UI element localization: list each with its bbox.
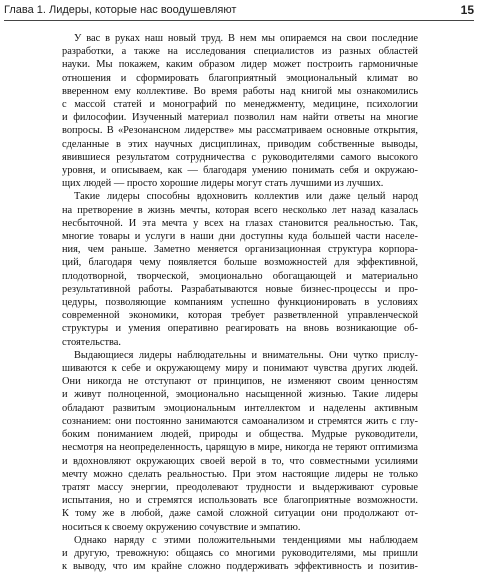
text-line: результативной работы. Разрабатываются новые бизнес-процессы и про- — [62, 283, 418, 295]
paragraph — [62, 349, 418, 534]
text-line: шиваются к себе и окружающему миру и понимают чувства других людей. — [62, 363, 418, 375]
text-line: и живут полноценной, эмоционально насыщенной жизнью. Такие лидеры — [62, 389, 418, 401]
text-line: мечту можно сделать реальностью. При этом настоящие лидеры не только — [62, 468, 418, 480]
text-line: Они никогда не отступают от принципов, не изменяют своим ценностям — [62, 376, 418, 388]
text-line: науки. Мы покажем, каким образом лидер может построить гармоничные — [62, 59, 418, 71]
text-line: несмотря на неопределенность, царящую в мире, никогда не теряют оптимизма — [62, 442, 418, 454]
text-line: Такие лидеры способны вдохновить коллектив или даже целый народ — [74, 191, 418, 203]
text-line: цедуры, позволяющие компаниям успешно функционировать в условиях — [62, 297, 418, 309]
text-line: и вдохновляют окружающих своей верой в то, что совместными усилиями — [62, 455, 418, 467]
chapter-title: Глава 1. Лидеры, которые нас воодушевляют — [4, 4, 237, 16]
running-head — [4, 2, 474, 19]
text-line: испытания, но и стремятся использовать все благоприятные возможности. — [62, 495, 418, 507]
text-line: Выдающиеся лидеры наблюдательны и внимательны. Они чутко прислу- — [74, 349, 418, 361]
text-line: и философии. Изученный материал позволил нам найти ответы на многие — [62, 112, 418, 124]
page-number: 15 — [460, 3, 474, 17]
text-line: Однако наряду с этими положительными тенденциями мы наблюдаем — [74, 534, 418, 546]
text-line: на претворение в жизнь мечты, которая всего несколько лет назад казалась — [62, 204, 418, 216]
text-line: тратят массу энергии, преодолевают трудности и выдерживают суровые — [62, 481, 418, 493]
text-line: многие товары и услуги в наши дни доступны куда большей части населе- — [62, 231, 418, 243]
text-line: с массой статей и монографий по менеджменту, медицине, психологии — [62, 99, 418, 111]
text-line: плодотворной, творческой, эмоционально обогащающей и материально — [62, 270, 418, 282]
text-line: К тому же в любой, даже самой сложной ситуации они продолжают от- — [62, 508, 418, 520]
text-line: щих людей — просто хорошие лидеры могут стать лучшими из лучших. — [62, 178, 384, 190]
text-line: боким пониманием людей, природы и общества. Мудрые руководители, — [62, 429, 418, 441]
text-line: явившиеся результатом сотрудничества с руководителями самого высокого — [62, 151, 418, 163]
text-line: стоятельства. — [62, 336, 121, 348]
text-line: структуры и умения оперативно реагировать на вновь возникающие об- — [62, 323, 418, 335]
text-line: вопросы. В «Резонансном лидерстве» мы рассматриваем основные открытия, — [62, 125, 418, 137]
text-line: ций, благодаря чему появляется больше возможностей для эффективной, — [62, 257, 418, 269]
header-rule — [4, 20, 474, 21]
text-line: сознанием: они постоянно занимаются самоанализом и стремятся жить с глу- — [62, 415, 418, 427]
text-line: несбыточной. И эта мечта у всех на глазах становится реальностью. Так, — [62, 217, 418, 229]
text-line: и другую, тревожную: общаясь со многими руководителями, мы пришли — [62, 547, 418, 559]
text-line: сделанные в этих научных дисциплинах, приводим собственные выводы, — [62, 138, 418, 150]
text-line: носиться к своему окружению сочувствие и эмпатию. — [62, 521, 301, 533]
paragraph — [62, 190, 418, 348]
paragraph — [62, 32, 418, 190]
text-line: У вас в руках наш новый труд. В нем мы опираемся на свои последние — [74, 33, 418, 44]
text-line: уровня, и описываем, как — благодаря умению понимать себя и окружаю- — [62, 165, 418, 177]
text-line: ния, чем раньше. Заметно меняется организационная структура корпора- — [62, 244, 418, 256]
text-line: вверенном ему коллективе. Во время работы над книгой мы ознакомились — [62, 85, 418, 97]
text-line: обладают развитым эмоциональным интеллектом и наделены активным — [62, 402, 418, 414]
paragraph — [62, 534, 418, 573]
text-line: разработки, а также на исследования специалистов из разных областей — [62, 46, 418, 58]
text-line: современной экономики, которая требует разветвленной управленческой — [62, 310, 418, 322]
body-text — [62, 32, 418, 573]
text-line: отношения и сформировать благоприятный эмоциональный климат во — [62, 72, 418, 84]
text-line: к выводу, что им крайне сложно поддерживать эффективность и позитив- — [62, 561, 418, 573]
